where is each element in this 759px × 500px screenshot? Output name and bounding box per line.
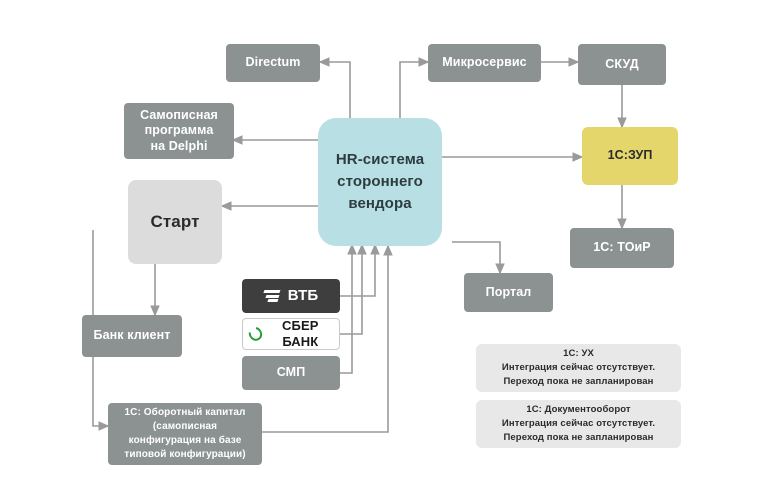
note-1c-ux (476, 344, 681, 392)
node-oborotny-label-3: конфигурация на базе (128, 435, 242, 446)
node-sber[interactable] (242, 318, 340, 350)
note-doc-line-1: 1С: Документооборот (526, 404, 631, 416)
node-portal[interactable] (464, 273, 553, 312)
edge-vtb-center (340, 245, 375, 296)
node-delphi-label-3: на Delphi (150, 138, 208, 153)
note-ux-line-3: Переход пока не запланирован (503, 375, 654, 387)
node-start-label: Старт (150, 212, 200, 232)
node-zup-label: 1С:ЗУП (607, 148, 653, 163)
note-doc-line-2: Интеграция сейчас отсутствует. (501, 418, 656, 430)
node-oborotny-label-2: (самописная (152, 421, 218, 432)
node-delphi-label-1: Самописная (140, 107, 218, 122)
node-skud-label: СКУД (605, 56, 639, 71)
node-1c-toir[interactable] (570, 228, 674, 268)
node-delphi[interactable] (124, 103, 234, 159)
edge-center-directum (320, 62, 350, 120)
node-center-label-1: HR-система (335, 151, 425, 169)
vtb-logo-icon (264, 289, 281, 303)
node-directum[interactable] (226, 44, 320, 82)
node-portal-label: Портал (485, 284, 532, 299)
node-delphi-label-2: программа (144, 123, 214, 138)
node-vtb[interactable] (242, 279, 340, 313)
edge-center-portal (452, 242, 500, 273)
node-skud[interactable] (578, 44, 666, 85)
edge-sber-center (340, 245, 362, 334)
node-oborotny-kapital[interactable] (108, 403, 262, 465)
node-1c-zup[interactable] (582, 127, 678, 185)
node-center-label-2: стороннего (337, 173, 423, 191)
node-vtb-label: ВТБ (287, 286, 319, 304)
node-oborotny-label-4: типовой конфигурации) (124, 449, 246, 460)
note-1c-documentooborot (476, 400, 681, 448)
node-smp-label: СМП (276, 365, 306, 380)
note-ux-line-2: Интеграция сейчас отсутствует. (501, 362, 656, 374)
edge-center-microservice (400, 62, 428, 120)
node-smp[interactable] (242, 356, 340, 390)
node-center-label-3: вендора (348, 194, 412, 212)
node-toir-label: 1С: ТОиР (593, 240, 651, 255)
node-microservice[interactable] (428, 44, 541, 82)
node-sber-label: СБЕР БАНК (282, 317, 319, 349)
node-bank-client[interactable] (82, 315, 182, 357)
node-bank-client-label: Банк клиент (93, 328, 171, 343)
note-ux-line-1: 1С: УХ (563, 348, 594, 360)
sber-logo-icon (246, 325, 264, 344)
node-start[interactable] (128, 180, 222, 264)
edge-smp-center (340, 245, 352, 373)
note-doc-line-3: Переход пока не запланирован (503, 431, 654, 443)
node-directum-label: Directum (245, 55, 301, 70)
node-hr-system-center[interactable] (318, 118, 442, 246)
node-microservice-label: Микросервис (442, 55, 527, 70)
node-oborotny-label-1: 1С: Оборотный капитал (124, 407, 246, 418)
